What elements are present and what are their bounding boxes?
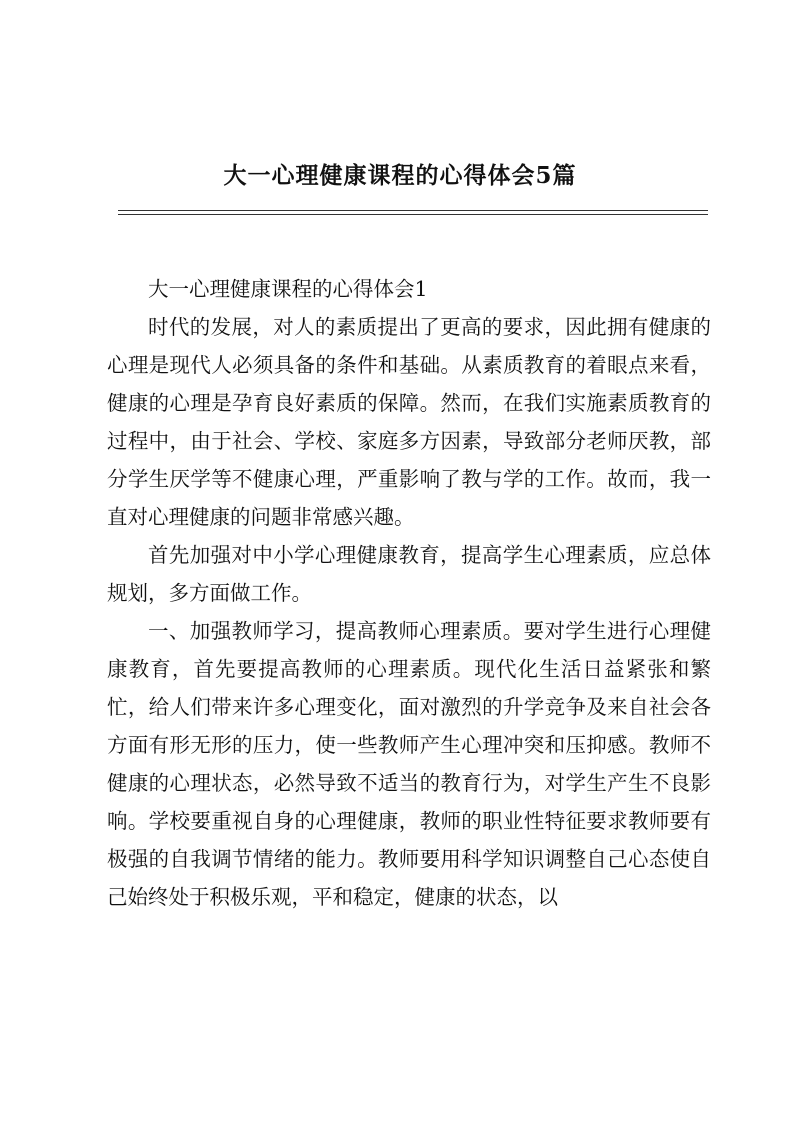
paragraph-1: 时代的发展，对人的素质提出了更高的要求，因此拥有健康的心理是现代人必须具备的条件和基础。从素质教育的着眼点来看，健康的心理是孕育良好素质的保障。然而，在我们实施素质教育的过程中，由于社会、学校、家庭多方因素，导致部分老师厌教，部分学生厌学等不健康心理，严重影响了教与学的工作。故而，我一直对心理健康的问题非常感兴趣。 [107,315,711,529]
section-heading: 大一心理健康课程的心得体会1 [148,277,428,301]
paragraph-2: 首先加强对中小学心理健康教育，提高学生心理素质，应总体规划，多方面做工作。 [107,543,711,605]
title-divider [118,210,708,215]
document-title: 大一心理健康课程的心得体会5篇 [223,162,577,189]
paragraph-3: 一、加强教师学习，提高教师心理素质。要对学生进行心理健康教育，首先要提高教师的心理素质。现代化生活日益紧张和繁忙，给人们带来许多心理变化，面对激烈的升学竞争及来自社会各方面有形无形的压力，使一些教师产生心理冲突和压抑感。教师不健康的心理状态，必然导致不适当的教育行为，对学生产生不良影响。学校要重视自身的心理健康，教师的职业性特征要求教师要有极强的自我调节情绪的能力。教师要用科学知识调整自己心态使自己始终处于积极乐观，平和稳定，健康的状态，以 [107,619,711,909]
document-body [107,270,711,916]
